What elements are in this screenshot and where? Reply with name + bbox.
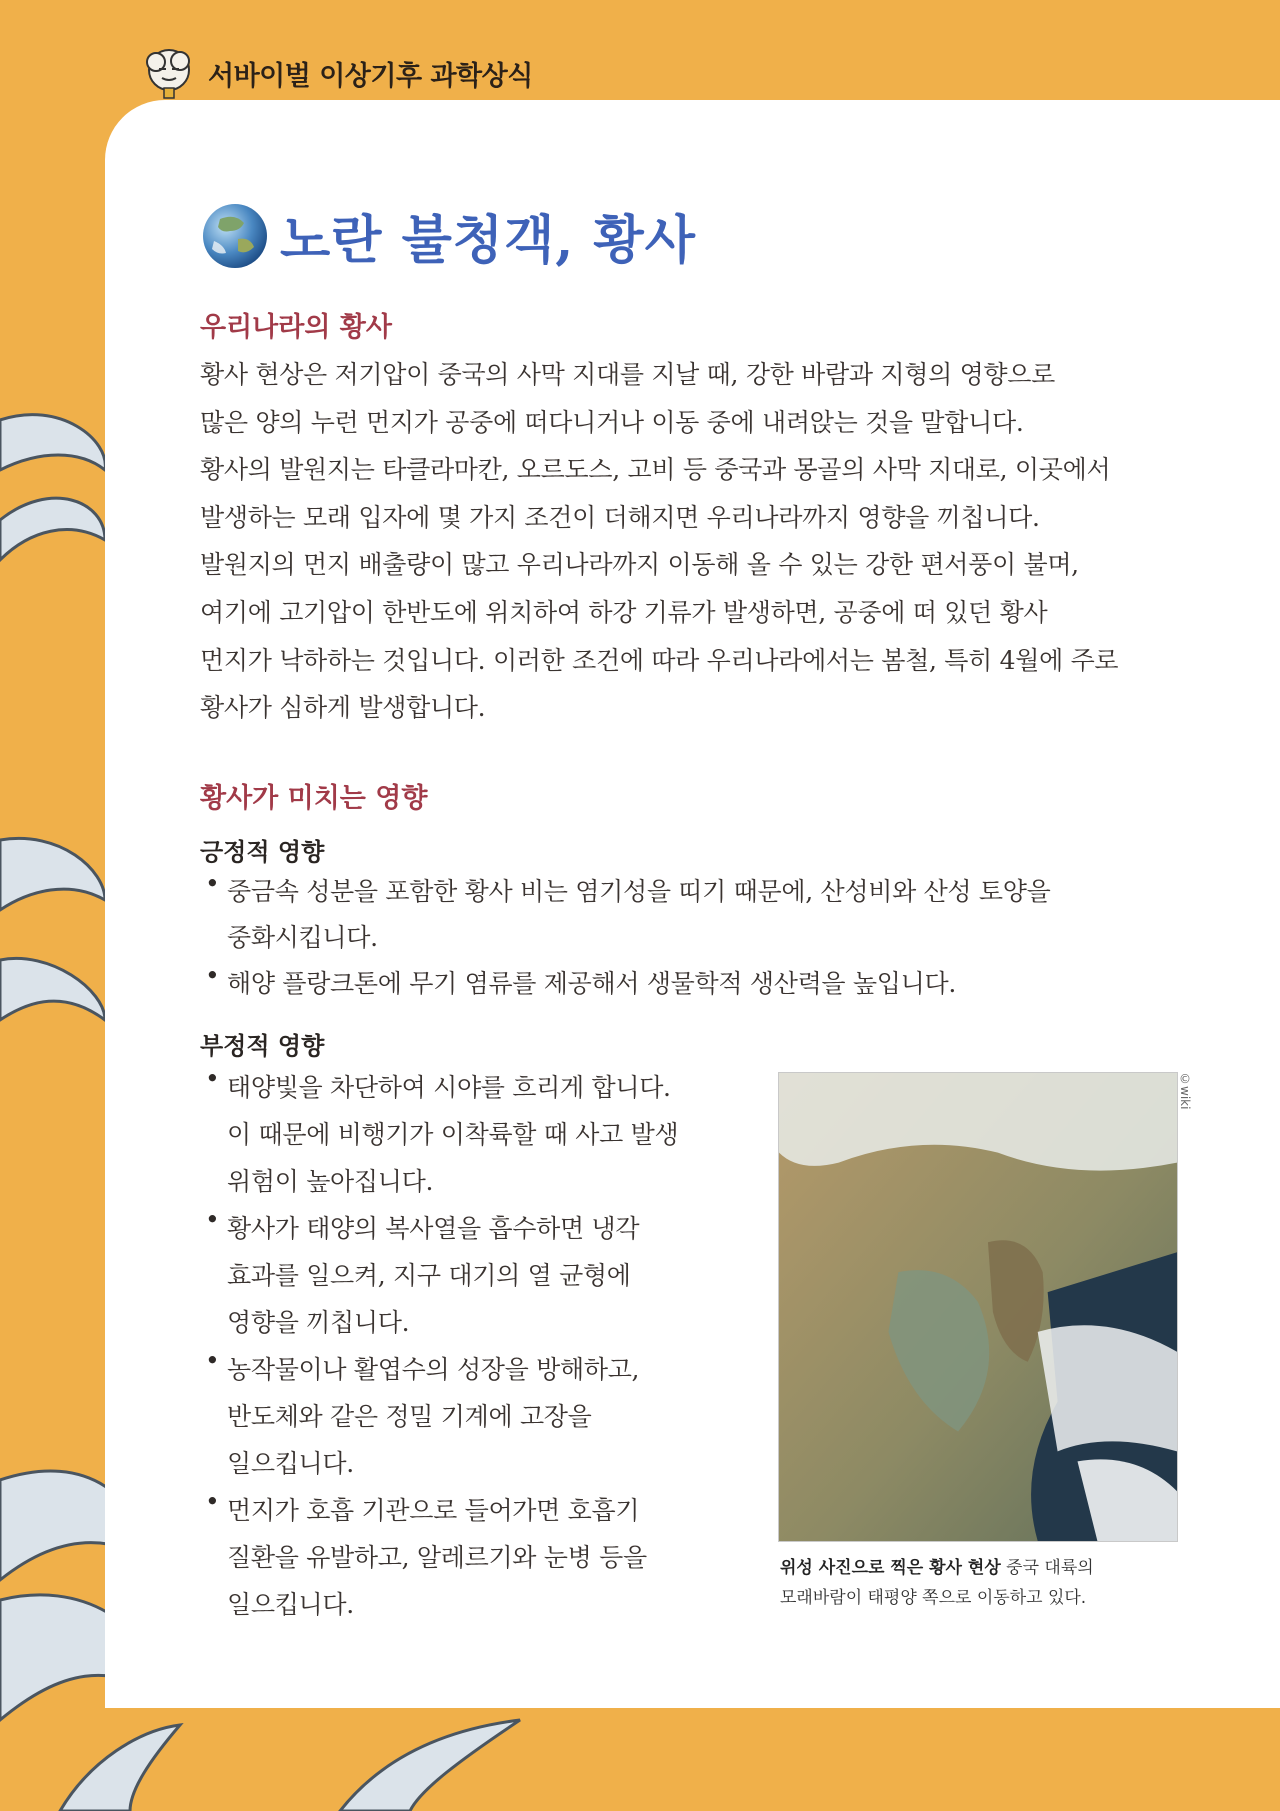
bullet-icon: • (205, 869, 220, 898)
list-item-line: 농작물이나 활엽수의 성장을 방해하고, (227, 1355, 640, 1384)
page-header (140, 48, 533, 98)
body-line: 황사의 발원지는 타클라마칸, 오르도스, 고비 등 중국과 몽골의 사막 지대로, 이곳에서 (200, 455, 1111, 485)
list-item (205, 1064, 678, 1205)
body-line: 발생하는 모래 입자에 몇 가지 조건이 더해지면 우리나라까지 영향을 끼칩니다. (200, 502, 1040, 532)
body-line: 황사가 심하게 발생합니다. (200, 693, 486, 723)
list-item (205, 1487, 678, 1628)
list-item-line: 효과를 일으켜, 지구 대기의 열 균형에 (227, 1261, 631, 1290)
list-item-line: 황사가 태양의 복사열을 흡수하면 냉각 (227, 1214, 640, 1243)
bullet-icon: • (205, 1346, 220, 1375)
list-item (205, 869, 1050, 961)
list-item-line: 해양 플랑크톤에 무기 염류를 제공해서 생물학적 생산력을 높입니다. (227, 969, 956, 998)
caption-text: 모래바람이 태평양 쪽으로 이동하고 있다. (780, 1588, 1087, 1608)
negative-effects-heading: 부정적 영향 (200, 1032, 325, 1060)
figure-caption (780, 1553, 1200, 1613)
body-line: 발원지의 먼지 배출량이 많고 우리나라까지 이동해 올 수 있는 강한 편서풍이 불며, (200, 550, 1079, 580)
bullet-icon: • (205, 961, 220, 990)
section1-body (200, 351, 1180, 732)
list-item-line: 먼지가 호흡 기관으로 들어가면 호흡기 (227, 1496, 640, 1525)
list-item (205, 961, 1050, 1007)
list-item-line: 영향을 끼칩니다. (227, 1308, 410, 1337)
list-item (205, 1205, 678, 1346)
list-item-line: 태양빛을 차단하여 시야를 흐리게 합니다. (227, 1073, 671, 1102)
section-heading-effects: 황사가 미치는 영향 (200, 783, 428, 814)
bullet-icon: • (205, 1487, 220, 1516)
section-heading-korea-yellow-dust: 우리나라의 황사 (200, 312, 392, 343)
body-line: 황사 현상은 저기압이 중국의 사막 지대를 지날 때, 강한 바람과 지형의 영향으로 (200, 360, 1055, 389)
series-title: 서바이벌 이상기후 과학상식 (208, 60, 533, 92)
list-item-line: 이 때문에 비행기가 이착륙할 때 사고 발생 (227, 1120, 679, 1149)
body-line: 먼지가 낙하하는 것입니다. 이러한 조건에 따라 우리나라에서는 봄철, 특히 4월에 주로 (200, 645, 1119, 675)
list-item-line: 일으킵니다. (227, 1449, 354, 1478)
list-item-line: 반도체와 같은 정밀 기계에 고장을 (227, 1402, 592, 1431)
negative-effects-list (205, 1064, 678, 1628)
cloud-mascot-icon (140, 44, 198, 102)
list-item-line: 질환을 유발하고, 알레르기와 눈병 등을 (227, 1543, 647, 1572)
bullet-icon: • (205, 1205, 220, 1234)
title-row (200, 198, 696, 273)
positive-effects-heading: 긍정적 영향 (200, 838, 325, 866)
caption-lead: 위성 사진으로 찍은 황사 현상 (780, 1558, 1001, 1578)
bullet-icon: • (205, 1064, 220, 1093)
satellite-photo-yellow-dust (778, 1072, 1178, 1542)
photo-credit: ©wiki (1178, 1072, 1192, 1110)
caption-text: 중국 대륙의 (1000, 1558, 1094, 1578)
list-item-line: 일으킵니다. (227, 1590, 354, 1619)
page-title: 노란 불청객, 황사 (280, 210, 696, 271)
list-item-line: 중금속 성분을 포함한 황사 비는 염기성을 띠기 때문에, 산성비와 산성 토양을 (227, 877, 1051, 906)
body-line: 여기에 고기압이 한반도에 위치하여 하강 기류가 발생하면, 공중에 떠 있던 황사 (200, 597, 1048, 627)
body-line: 많은 양의 누런 먼지가 공중에 떠다니거나 이동 중에 내려앉는 것을 말합니다. (200, 407, 1024, 437)
list-item (205, 1346, 678, 1487)
earth-globe-icon (200, 201, 270, 271)
list-item-line: 중화시킵니다. (227, 923, 378, 952)
positive-effects-list (205, 869, 1050, 1007)
list-item-line: 위험이 높아집니다. (227, 1167, 434, 1196)
